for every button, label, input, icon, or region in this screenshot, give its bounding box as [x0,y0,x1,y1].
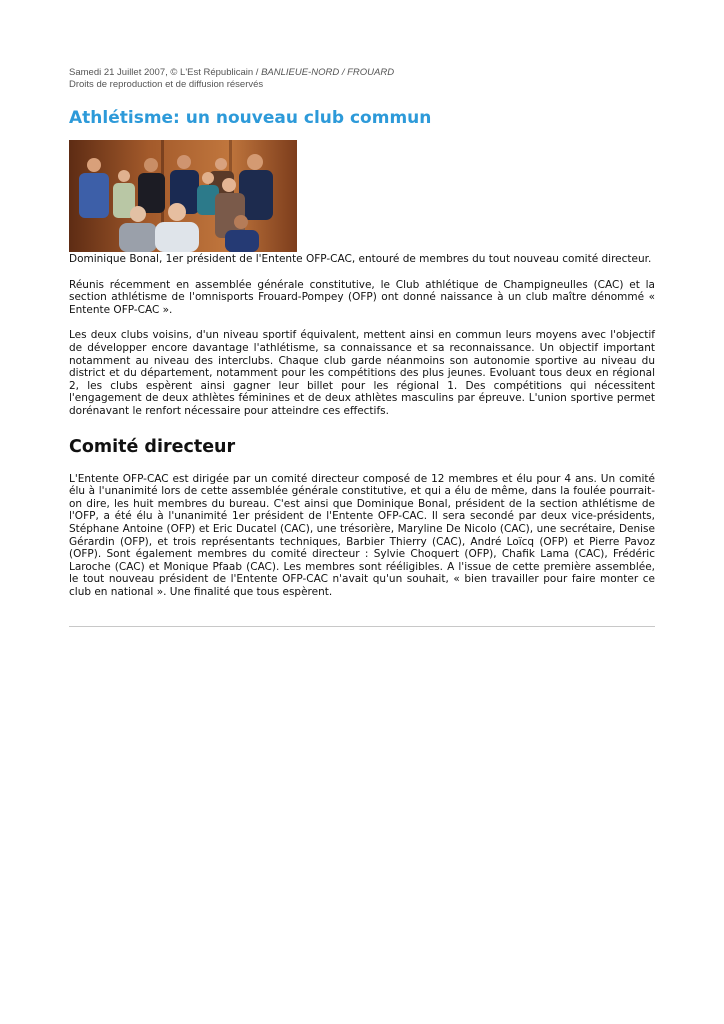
article-paragraph: L'Entente OFP-CAC est dirigée par un comité directeur composé de 12 membres et élu pour 4 ans. Un comité élu à l'unanimité lors de cette assemblée générale constitutive, et qui a élu de même, dans la foulée pourrait-on dire, les huit membres du bureau. C'est ainsi que Dominique Bonal, président de la section athlétisme de l'OFP, a été élu à l'unanimité 1er président de l'Entente OFP-CAC. Il sera secondé par deux vice-présidents, Stéphane Antoine (OFP) et Eric Ducatel (CAC), une trésorière, Maryline De Nicolo (CAC), une secrétaire, Denise Gérardin (OFP), et trois représentants techniques, Barbier Thierry (CAC), André Loïcq (OFP) et Pierre Pavoz (OFP). Sont également membres du comité directeur : Sylvie Choquert (OFP), Chafik Lama (CAC), Frédéric Laroche (CAC) et Monique Pfaab (CAC). Les membres sont rééligibles. A l'issue de cette première assemblée, le tout nouveau président de l'Entente OFP-CAC n'avait qu'un souhait, « bien travailler pour faire monter ce club en national ». Une finalité que tous espèrent. [69,472,655,598]
divider [69,626,655,627]
article-meta [69,67,655,90]
article-page [69,67,655,598]
group-photo [69,140,297,252]
article-paragraph: Les deux clubs voisins, d'un niveau sportif équivalent, mettent ainsi en commun leurs moyens avec l'objectif de développer encore davantage l'athlétisme, sa connaissance et sa reconnaissance. Un objectif important notamment au niveau des interclubs. Chaque club garde néanmoins son autonomie sportive au niveau du district et du département, notamment pour les compétitions des plus jeunes. Evoluant tous deux en régional 2, les clubs espèrent ainsi gagner leur billet pour les régional 1. Des compétitions qui nécessitent l'engagement de deux athlètes féminines et de deux athlètes masculins par épreuve. L'union sportive permet dorénavant le renfort nécessaire pour atteindre ces effectifs. [69,329,655,417]
dateline [69,67,655,79]
article-paragraph: Réunis récemment en assemblée générale constitutive, le Club athlétique de Champigneulles (CAC) et la section athlétisme de l'omnisports Frouard-Pompey (OFP) ont donné naissance à un club maître dénommé « Entente OFP-CAC ». [69,278,655,316]
article-title: Athlétisme: un nouveau club commun [69,108,432,128]
section-label: BANLIEUE-NORD / FROUARD [261,67,395,78]
photo-caption: Dominique Bonal, 1er président de l'Entente OFP-CAC, entouré de membres du tout nouveau comité directeur. [69,253,652,265]
section-heading: Comité directeur [69,436,236,457]
date-source: Samedi 21 Juillet 2007, © L'Est Républicain / [69,67,262,78]
rights-notice: Droits de reproduction et de diffusion réservés [69,78,264,90]
